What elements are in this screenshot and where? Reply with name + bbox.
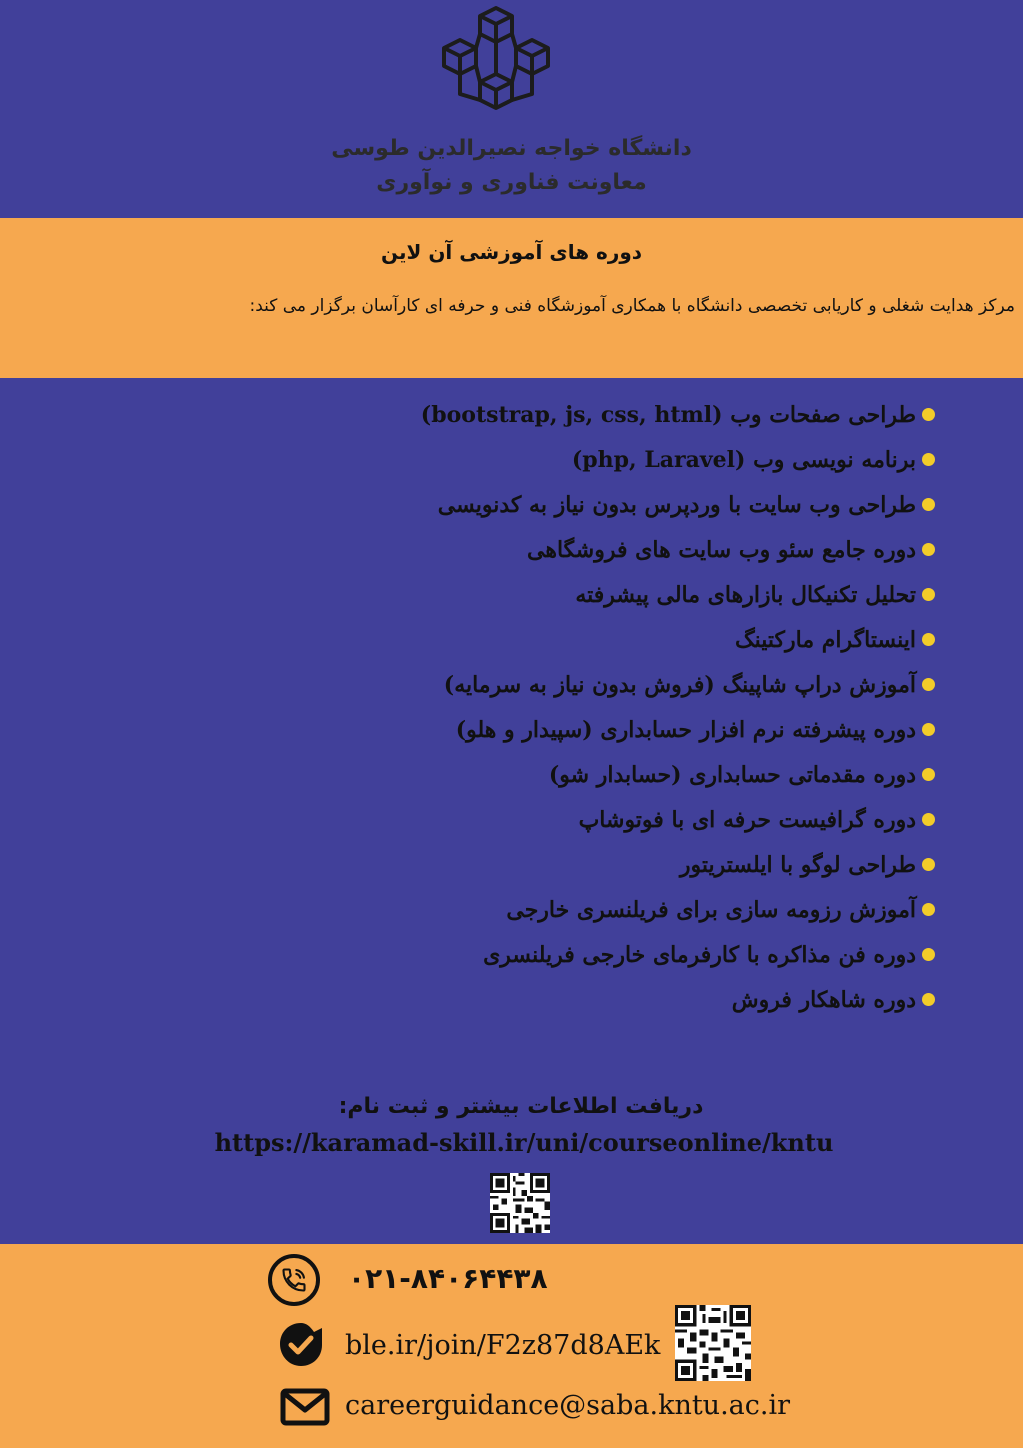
bullet-icon <box>922 768 935 781</box>
course-item <box>215 662 935 707</box>
course-item <box>215 392 935 437</box>
email-address[interactable]: careerguidance@saba.kntu.ac.ir <box>345 1390 790 1421</box>
course-item <box>215 617 935 662</box>
course-label: آموزش دراپ شاپینگ (فروش بدون نیاز به سرمایه) <box>443 671 916 698</box>
bullet-icon <box>922 813 935 826</box>
course-label: اینستاگرام مارکتینگ <box>734 626 916 653</box>
course-list <box>215 392 935 1022</box>
bullet-icon <box>922 948 935 961</box>
course-item <box>215 752 935 797</box>
course-item <box>215 797 935 842</box>
course-label: دوره گرافیست حرفه ای با فوتوشاپ <box>578 806 916 833</box>
bullet-icon <box>922 498 935 511</box>
bullet-icon <box>922 588 935 601</box>
course-label: دوره فن مذاکره با کارفرمای خارجی فریلنسری <box>483 941 916 968</box>
course-item <box>215 887 935 932</box>
qr-code-icon[interactable] <box>675 1305 751 1381</box>
course-item <box>215 437 935 482</box>
courses-title: دوره های آموزشی آن لاین <box>380 240 643 264</box>
course-item <box>215 572 935 617</box>
course-item <box>215 482 935 527</box>
course-label: طراحی لوگو با ایلستریتور <box>679 851 916 878</box>
department-name: معاونت فناوری و نوآوری <box>376 170 647 195</box>
kntu-logo-icon <box>430 4 562 126</box>
bullet-icon <box>922 453 935 466</box>
registration-title: دریافت اطلاعات بیشتر و ثبت نام: <box>338 1094 704 1119</box>
envelope-icon[interactable] <box>280 1388 330 1426</box>
course-label: تحلیل تکنیکال بازارهای مالی پیشرفته <box>575 581 916 608</box>
course-item <box>215 707 935 752</box>
course-item <box>215 932 935 977</box>
bullet-icon <box>922 723 935 736</box>
course-label: برنامه نویسی وب (php, Laravel) <box>571 446 916 473</box>
university-name: دانشگاه خواجه نصیرالدین طوسی <box>331 136 692 161</box>
bullet-icon <box>922 543 935 556</box>
bullet-icon <box>922 678 935 691</box>
course-label: آموزش رزومه سازی برای فریلنسری خارجی <box>506 896 916 923</box>
bullet-icon <box>922 408 935 421</box>
registration-link[interactable]: https://karamad-skill.ir/uni/courseonline/kntu <box>214 1128 834 1157</box>
phone-icon[interactable] <box>268 1254 320 1306</box>
course-label: دوره جامع سئو وب سایت های فروشگاهی <box>527 536 916 563</box>
qr-code-icon[interactable] <box>490 1173 550 1233</box>
course-label: طراحی صفحات وب (bootstrap, js, css, html) <box>420 401 916 428</box>
course-label: طراحی وب سایت با وردپرس بدون نیاز به کدنویسی <box>437 491 916 518</box>
bale-link[interactable]: ble.ir/join/F2z87d8AEk <box>345 1330 661 1361</box>
course-label: دوره مقدماتی حسابداری (حسابدار شو) <box>548 761 916 788</box>
course-item <box>215 842 935 887</box>
course-item <box>215 527 935 572</box>
course-label: دوره شاهکار فروش <box>731 986 916 1013</box>
course-label: دوره پیشرفته نرم افزار حسابداری (سپیدار و هلو) <box>455 716 916 743</box>
bale-messenger-icon[interactable] <box>276 1320 326 1370</box>
bullet-icon <box>922 633 935 646</box>
phone-number[interactable]: ۰۲۱-۸۴۰۶۴۴۳۸ <box>348 1262 548 1295</box>
bullet-icon <box>922 858 935 871</box>
courses-subtitle: مرکز هدایت شغلی و کاریابی تخصصی دانشگاه با همکاری آموزشگاه فنی و حرفه ای کارآسان برگزار می کند: <box>249 296 1015 316</box>
bullet-icon <box>922 903 935 916</box>
bullet-icon <box>922 993 935 1006</box>
course-item <box>215 977 935 1022</box>
